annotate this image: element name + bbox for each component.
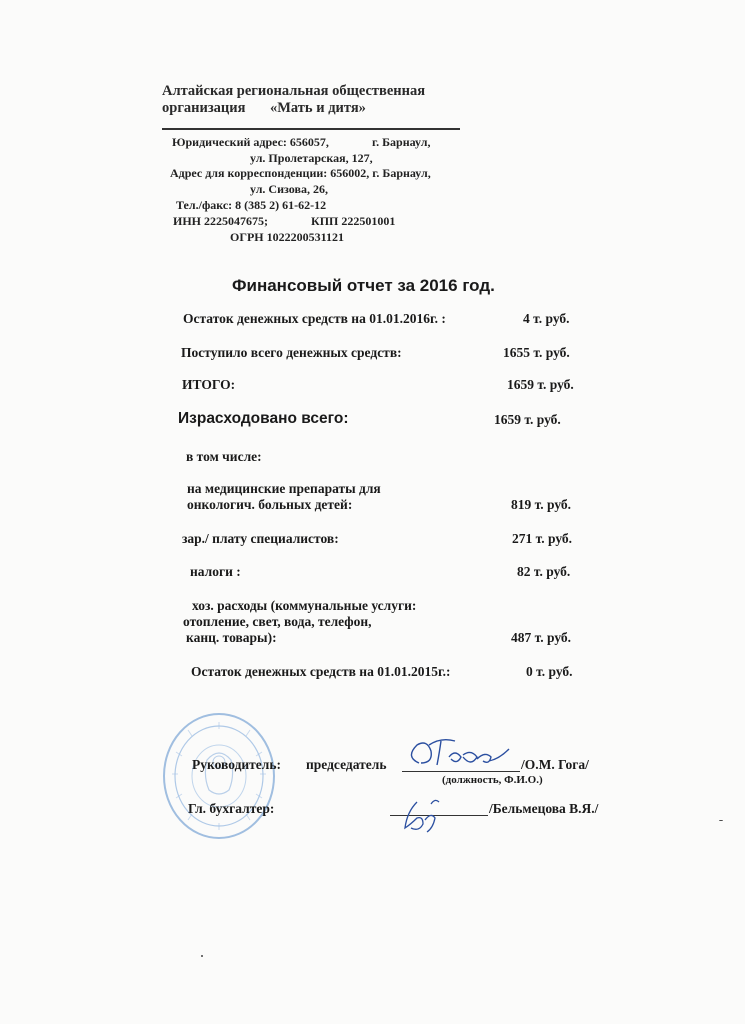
- taxes-value: 82 т. руб.: [517, 564, 571, 579]
- org-name-line1: Алтайская региональная общественная: [162, 83, 426, 99]
- scan-speck: [719, 820, 723, 821]
- accountant-name: /Бельмецова В.Я./: [489, 801, 599, 816]
- taxes-label: налоги :: [190, 564, 241, 579]
- header-rule: [162, 128, 460, 130]
- received-label: Поступило всего денежных средств:: [181, 345, 402, 360]
- inn: ИНН 2225047675;: [173, 214, 268, 228]
- medicine-label-line2: онкологич. больных детей:: [187, 497, 353, 512]
- household-value: 487 т. руб.: [511, 630, 572, 645]
- org-name-line2-prefix: организация: [162, 100, 246, 116]
- position-caption: (должность, Ф.И.О.): [442, 774, 543, 786]
- ogrn: ОГРН 1022200531121: [230, 230, 344, 244]
- household-label-line3: канц. товары):: [186, 630, 277, 645]
- closing-balance-label: Остаток денежных средств на 01.01.2015г.:: [191, 664, 451, 679]
- received-value: 1655 т. руб.: [503, 345, 570, 360]
- including-label: в том числе:: [186, 449, 262, 464]
- household-label-line2: отопление, свет, вода, телефон,: [183, 614, 372, 629]
- spent-value: 1659 т. руб.: [494, 412, 561, 427]
- medicine-value: 819 т. руб.: [511, 497, 572, 512]
- opening-balance-label: Остаток денежных средств на 01.01.2016г. :: [183, 311, 446, 326]
- phone: Тел./факс: 8 (385 2) 61-62-12: [176, 198, 327, 212]
- report-title: Финансовый отчет за 2016 год.: [232, 276, 495, 295]
- legal-address-label: Юридический адрес: 656057,: [172, 135, 329, 149]
- head-label: Руководитель:: [192, 757, 282, 772]
- legal-address-street: ул. Пролетарская, 127,: [250, 151, 373, 165]
- mail-address: Адрес для корреспонденции: 656002, г. Барнаул,: [170, 166, 431, 180]
- opening-balance-value: 4 т. руб.: [523, 311, 570, 326]
- closing-balance-value: 0 т. руб.: [526, 664, 573, 679]
- round-seal-stamp: [162, 712, 276, 840]
- org-name-line2-name: «Мать и дитя»: [270, 100, 366, 116]
- scan-speck: [201, 955, 203, 957]
- medicine-label-line1: на медицинские препараты для: [187, 481, 381, 496]
- total-value: 1659 т. руб.: [507, 377, 574, 392]
- salary-value: 271 т. руб.: [512, 531, 573, 546]
- salary-label: зар./ плату специалистов:: [182, 531, 339, 546]
- spent-label: Израсходовано всего:: [178, 410, 349, 427]
- head-name: /О.М. Гога/: [521, 757, 589, 772]
- kpp: КПП 222501001: [311, 214, 396, 228]
- head-position: председатель: [306, 757, 387, 772]
- household-label-line1: хоз. расходы (коммунальные услуги:: [192, 598, 417, 613]
- mail-address-street: ул. Сизова, 26,: [250, 182, 328, 196]
- legal-address-city: г. Барнаул,: [372, 135, 431, 149]
- chief-accountant-label: Гл. бухгалтер:: [188, 801, 275, 816]
- accountant-signature: [395, 790, 455, 838]
- total-label: ИТОГО:: [182, 377, 236, 392]
- head-signature: [405, 735, 515, 775]
